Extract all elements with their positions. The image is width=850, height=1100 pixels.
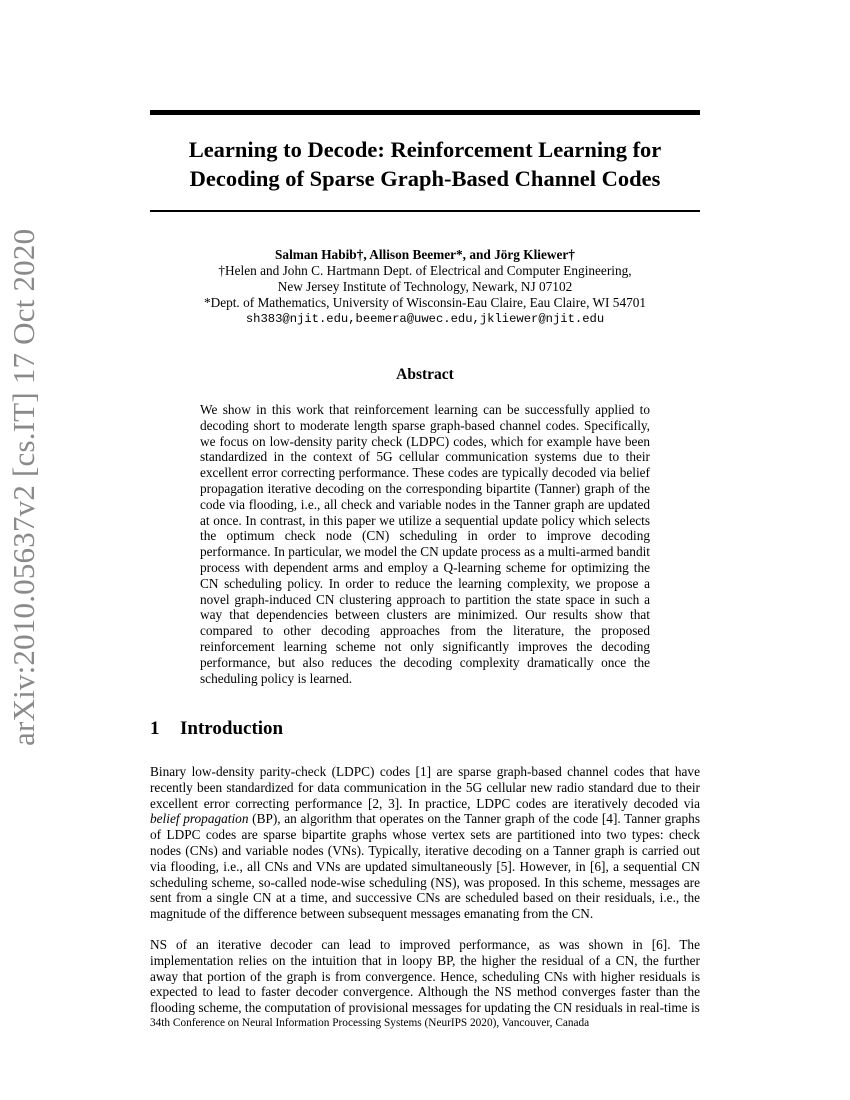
intro-paragraph-2: NS of an iterative decoder can lead to improved performance, as was shown in [6]. The implementation relies on the intuition that in loopy BP, the higher the residual of a CN, the further away that portion of the graph is from convergence. Hence, scheduling CNs with higher residuals is expected to lead to faster decoder convergence. Although the NS method converges faster than the flooding scheme, the computation of provisional messages for updating the CN residuals in real-time is	[150, 937, 700, 1016]
abstract-text: We show in this work that reinforcement learning can be successfully applied to decoding short to moderate length sparse graph-based channel codes. Specifically, we focus on low-density parity check (LDPC) codes, which for example have been standardized in the context of 5G cellular communication systems due to their excellent error correcting performance. These codes are typically decoded via belief propagation iterative decoding on the corresponding bipartite (Tanner) graph of the code via flooding, i.e., all check and variable nodes in the Tanner graph are updated at once. In contrast, in this paper we utilize a sequential update policy which selects the optimum check node (CN) scheduling in order to improve decoding performance. In particular, we model the CN update process as a multi-armed bandit process with dependent arms and employ a Q-learning scheme for optimizing the CN scheduling policy. In order to reduce the learning complexity, we propose a novel graph-induced CN clustering approach to partition the state space in such a way that dependencies between clusters are minimized. Our results show that compared to other decoding approaches from the literature, the proposed reinforcement learning scheme not only significantly improves the decoding performance, but also reduces the decoding complexity dramatically once the scheduling policy is learned.	[200, 402, 650, 686]
title-line-2: Decoding of Sparse Graph-Based Channel Codes	[189, 166, 661, 191]
author-names: Salman Habib†, Allison Beemer*, and Jörg Kliewer†	[275, 247, 575, 262]
title-line-1: Learning to Decode: Reinforcement Learning for	[188, 137, 662, 162]
paper-title	[150, 135, 700, 193]
arxiv-identifier: arXiv:2010.05637v2 [cs.IT] 17 Oct 2020	[6, 228, 41, 746]
abstract-heading: Abstract	[396, 366, 454, 383]
conference-footnote: 34th Conference on Neural Information Processing Systems (NeurIPS 2020), Vancouver, Canada	[150, 1017, 590, 1029]
affiliation-3: *Dept. of Mathematics, University of Wisconsin-Eau Claire, Eau Claire, WI 54701	[203, 295, 647, 310]
intro-p1-text-start: Binary low-density parity-check (LDPC) codes [1] are sparse graph-based channel codes that have recently been standardized for data communication in the 5G cellular new radio standard due to their excellent error correcting performance [2, 3]. In practice, LDPC codes are iteratively decoded via	[150, 764, 700, 811]
section-title: Introduction	[180, 718, 284, 739]
affiliation-2: New Jersey Institute of Technology, Newark, NJ 07102	[277, 279, 573, 294]
title-rule	[150, 210, 700, 212]
intro-p1-emphasis: belief propagation	[150, 811, 249, 827]
affiliation-1: †Helen and John C. Hartmann Dept. of Electrical and Computer Engineering,	[218, 263, 632, 278]
top-rule	[150, 110, 700, 115]
section-heading-introduction	[150, 718, 700, 740]
author-emails: sh383@njit.edu,beemera@uwec.edu,jkliewer@njit.edu	[245, 312, 605, 326]
section-number: 1	[150, 718, 160, 739]
author-block	[150, 247, 700, 327]
intro-paragraph-1	[150, 764, 700, 922]
intro-p1-text-end: (BP), an algorithm that operates on the Tanner graph of the code [4]. Tanner graphs of LDPC codes are sparse bipartite graphs whose vertex sets are partitioned into two types: check nodes (CNs) and variable nodes (VNs). Typically, iterative decoding on a Tanner graph is carried out via flooding, i.e., all CNs and VNs are updated simultaneously [5]. However, in [6], a sequential CN scheduling scheme, so-called node-wise scheduling (NS), was proposed. In this scheme, messages are sent from a single CN at a time, and successive CNs are scheduled based on their residuals, i.e., the magnitude of the difference between subsequent messages emanating from the CN.	[150, 811, 700, 922]
